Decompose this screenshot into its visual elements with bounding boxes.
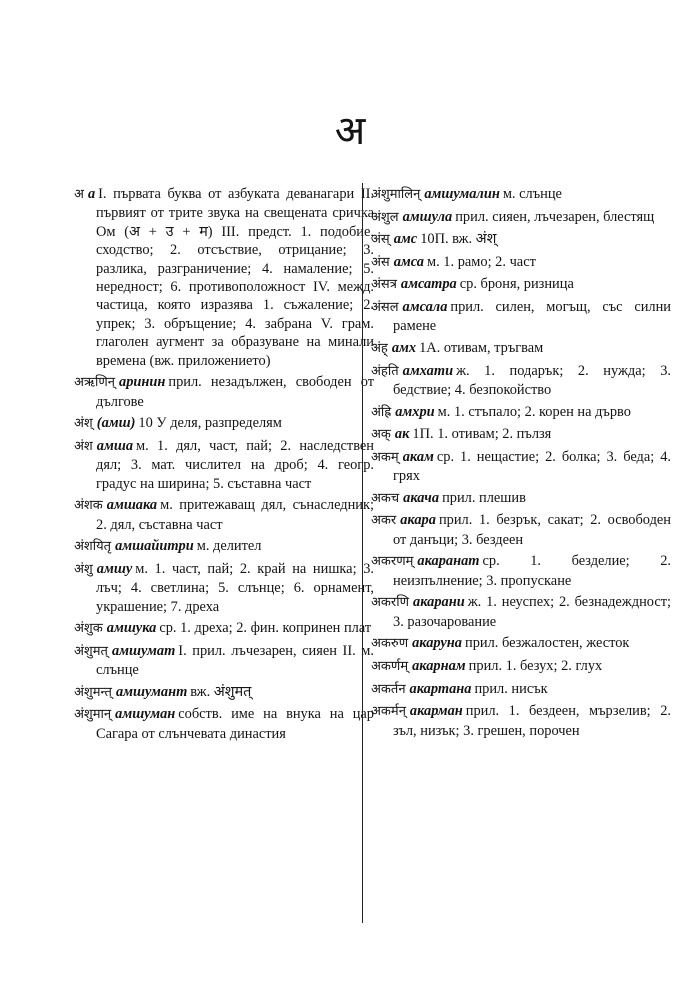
entry-headword: अंह्रि <box>371 404 392 420</box>
entry-definition: м. притежаващ дял, сънаследник; 2. дял, съставна част <box>96 497 374 533</box>
entry-headword: अंशुक <box>74 621 103 637</box>
entry-definition: м. 1. дял, част, пай; 2. наследствен дял; 3. мат. числител на дроб; 4. геогр. градус на ширина; 5. съставна част <box>96 437 374 492</box>
dictionary-entry <box>371 339 671 358</box>
entry-headword: अंहति <box>371 363 399 379</box>
dictionary-entry <box>74 496 374 534</box>
entry-definition: I. първата буква от азбуката деванагари II. първият от трите звука на свещената сричка Ом (अ + उ + म) III. предст. 1. подобие, сходство; 2. отсъствие, отрицание; 3. разлика, разграничение; 4. намаление; 5. нередност; 6. противоположност IV. межд. частица, която изразява 1. съжаление; 2. упрек; 3. обръщение; 4. забрана V. грам. глаголен аугмент за образуване на минали времена (вж. приложението) <box>96 186 374 369</box>
entry-transliteration: амх <box>391 339 417 356</box>
dictionary-entry <box>74 373 374 411</box>
entry-definition: м. делител <box>196 538 262 555</box>
entry-transliteration: (амш) <box>96 415 136 432</box>
dictionary-entry <box>371 702 671 740</box>
entry-transliteration: амшула <box>402 208 453 225</box>
dictionary-entry <box>74 642 374 680</box>
entry-headword: अंशुमान् <box>74 707 112 723</box>
entry-transliteration: амсала <box>402 298 448 315</box>
entry-headword: अ <box>74 187 84 202</box>
dictionary-entry <box>371 511 671 549</box>
entry-headword: अकरणि <box>371 595 409 611</box>
entry-headword: अकर <box>371 513 397 529</box>
entry-transliteration: акарман <box>409 703 463 720</box>
entry-headword: अंशयितृ <box>74 539 112 555</box>
entry-headword: अकर्णम् <box>371 658 409 674</box>
entry-headword: अंशुल <box>371 209 399 225</box>
entry-headword: अऋणिन् <box>74 375 116 391</box>
entry-headword: अंशक <box>74 498 103 514</box>
entry-definition: 1П. 1. отивам; 2. пълзя <box>412 426 552 443</box>
entry-transliteration: амс <box>393 231 418 248</box>
entry-headword: अंस <box>371 254 390 270</box>
entry-headword: अंह् <box>371 340 388 356</box>
entry-transliteration: амшайитри <box>115 538 194 555</box>
dictionary-entry <box>74 185 374 370</box>
dictionary-entry <box>371 489 671 508</box>
dictionary-entry <box>74 619 374 638</box>
entry-transliteration: амшуман <box>115 706 176 723</box>
entry-transliteration: амшука <box>106 620 157 637</box>
entry-transliteration: акарани <box>413 594 465 611</box>
entry-transliteration: акара <box>400 512 436 529</box>
entry-definition: прил. нисък <box>474 680 548 697</box>
entry-headword: अंश् <box>74 416 93 432</box>
entry-definition: прил. незадължен, свободен от дългове <box>96 374 374 410</box>
entry-transliteration: акаруна <box>412 635 462 652</box>
dictionary-entry <box>371 552 671 590</box>
entry-headword: अकर्तन <box>371 681 406 697</box>
entry-definition: прил. силен, могъщ, със силни рамене <box>393 298 671 335</box>
dictionary-entry <box>371 634 671 653</box>
dictionary-entry <box>371 230 671 249</box>
entry-transliteration: акарнам <box>412 657 466 674</box>
dictionary-entry <box>74 414 374 433</box>
dictionary-entry <box>371 298 671 336</box>
dictionary-entry <box>371 253 671 272</box>
entry-definition: 10 У деля, разпределям <box>138 415 282 432</box>
dictionary-entry <box>74 537 374 556</box>
entry-transliteration: a <box>87 186 96 202</box>
entry-transliteration: ак <box>394 426 410 443</box>
dictionary-entry <box>74 437 374 493</box>
entry-transliteration: акам <box>402 448 434 465</box>
dictionary-entry <box>371 657 671 676</box>
entry-transliteration: амхати <box>402 362 454 379</box>
dictionary-entry <box>74 705 374 743</box>
entry-definition: прил. 1. безрък, сакат; 2. освободен от данъци; 3. бездеен <box>393 512 671 548</box>
entry-definition: м. слънце <box>502 186 562 202</box>
entry-definition: I. прил. лъчезарен, сияен II. м. слънце <box>96 642 374 679</box>
entry-transliteration: амшумалин <box>424 186 500 202</box>
entry-definition: ж. 1. неуспех; 2. безнадеждност; 3. разочарование <box>393 594 671 630</box>
entry-definition: прил. 1. бездеен, мързелив; 2. зъл, низък; 3. грешен, порочен <box>393 703 671 739</box>
entry-definition: м. 1. част, пай; 2. край на нишка; 3. лъч; 4. светлина; 5. слънце; 6. орнамент, украшение; 7. дреха <box>96 560 374 615</box>
entry-definition: прил. безжалостен, жесток <box>465 635 630 652</box>
entry-transliteration: акача <box>403 489 440 506</box>
entry-transliteration: амса <box>393 253 424 270</box>
entry-transliteration: амшумат <box>111 642 176 659</box>
entry-definition: ср. броня, ризница <box>459 276 574 293</box>
entry-transliteration: амсатра <box>400 276 457 293</box>
dictionary-entry <box>371 185 671 204</box>
entry-definition: вж. अंशुमत् <box>190 683 252 700</box>
dictionary-entry <box>371 208 671 227</box>
entry-headword: अकरुण <box>371 636 409 652</box>
dictionary-entry <box>371 362 671 400</box>
entry-transliteration: амшака <box>106 497 158 514</box>
entry-definition: ж. 1. подарък; 2. нужда; 3. бедствие; 4. безпокойство <box>393 362 671 398</box>
entry-headword: अकम् <box>371 449 399 465</box>
column-divider <box>362 183 363 923</box>
entry-transliteration: акаранат <box>417 553 480 570</box>
dictionary-entry <box>371 425 671 444</box>
entry-definition: собств. име на внука на цар Сагара от слънчевата династия <box>96 706 374 742</box>
entry-transliteration: аринин <box>119 374 166 391</box>
dictionary-entry <box>371 593 671 631</box>
entry-headword: अंसल <box>371 299 399 315</box>
entry-definition: ср. 1. дреха; 2. фин. копринен плат <box>159 620 372 637</box>
entry-definition: м. 1. стъпало; 2. корен на дърво <box>437 403 631 420</box>
entry-transliteration: амша <box>96 437 134 454</box>
entry-headword: अकरणम् <box>371 554 414 570</box>
entry-headword: अंशुमालिन् <box>371 187 421 202</box>
entry-definition: прил. сияен, лъчезарен, блестящ <box>455 208 655 225</box>
entry-headword: अंसत्र <box>371 277 397 293</box>
entry-definition: ср. 1. нещастие; 2. болка; 3. беда; 4. грях <box>393 448 671 485</box>
entry-headword: अंश <box>74 438 93 454</box>
entry-definition: прил. плешив <box>442 489 526 506</box>
entry-transliteration: амшу <box>96 560 133 577</box>
entry-headword: अक् <box>371 427 391 443</box>
entry-definition: 1А. отивам, тръгвам <box>419 339 544 356</box>
entry-headword: अंशुमन्त् <box>74 684 112 700</box>
dictionary-entry <box>74 560 374 616</box>
right-column <box>371 185 671 743</box>
dictionary-entry <box>371 403 671 422</box>
entry-headword: अकच <box>371 490 400 506</box>
dictionary-entry <box>371 680 671 699</box>
entry-transliteration: акартана <box>409 680 472 697</box>
entry-transliteration: амшумант <box>115 683 188 700</box>
entry-definition: прил. 1. безух; 2. глух <box>468 657 603 674</box>
entry-definition: м. 1. рамо; 2. част <box>427 253 536 270</box>
section-letter: अ <box>334 108 366 154</box>
entry-transliteration: амхри <box>395 403 435 420</box>
entry-definition: ср. 1. безделие; 2. неизпълнение; 3. пропускане <box>393 553 671 589</box>
dictionary-entry <box>371 275 671 294</box>
entry-definition: 10П. вж. अंश् <box>420 231 497 248</box>
entry-headword: अंशुमत् <box>74 643 108 659</box>
entry-headword: अंस् <box>371 232 390 248</box>
dictionary-entry <box>371 448 671 486</box>
dictionary-entry <box>74 683 374 702</box>
entry-headword: अकर्मन् <box>371 704 406 720</box>
left-column <box>74 185 374 746</box>
entry-headword: अंशु <box>74 561 93 577</box>
